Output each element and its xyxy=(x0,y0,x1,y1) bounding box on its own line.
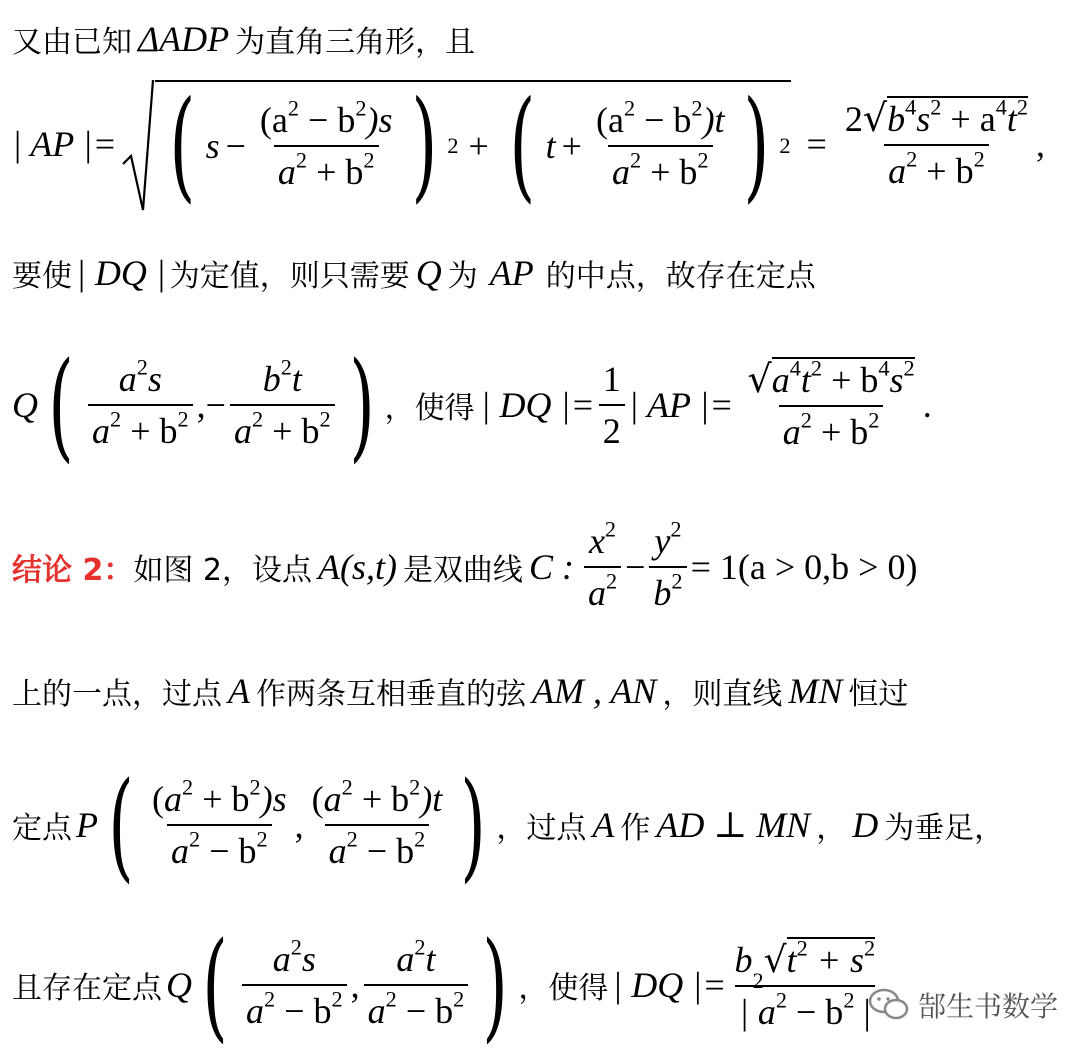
paren-right: ) xyxy=(411,76,437,215)
paren-right: ) xyxy=(743,76,769,215)
fraction: $\frac{a^2s}{a^2 + b^2}$ xyxy=(88,358,193,452)
radical-sign xyxy=(121,76,155,212)
comma: , xyxy=(1036,124,1046,164)
period: . xyxy=(922,385,932,425)
paren-left: ( xyxy=(48,336,74,474)
math-a: A xyxy=(592,805,615,845)
sqrt: ( s − $\frac{(a^2 - b^2)s}{a^2 + b^2}$ ) 2 + ( t + $\frac{(a^2 - b^2)t}{a^2 + b^2}$ ) 2 xyxy=(121,76,791,212)
equals: = xyxy=(806,124,827,164)
paren-right: ) xyxy=(482,916,508,1054)
math-op: − xyxy=(225,126,246,166)
paren-left: ( xyxy=(509,76,536,215)
fraction: $\frac{(a^2 + b^2)s}{a^2 - b^2}$ xyxy=(152,774,287,871)
paren-right: ) xyxy=(460,756,486,894)
text: ，则直线 xyxy=(662,677,783,712)
math-dq: | DQ | xyxy=(76,253,166,293)
fraction-rhs: b 2 √ $t^2 + s^2$ | $a^2 - b^2$ | xyxy=(734,935,876,1032)
fraction-rhs: √ $a^4t^2 + b^4s^2$ $a^2 + b^2$ xyxy=(747,355,915,452)
text: 上的一点，过点 xyxy=(12,677,222,712)
math-q: Q xyxy=(166,965,192,1005)
paren-right: ) xyxy=(348,336,375,474)
line-1 xyxy=(12,14,1068,64)
fraction-y: $\frac{y^2}{b^2}$ xyxy=(649,520,686,614)
math-d: D xyxy=(852,805,879,845)
text: 要使 xyxy=(12,259,72,294)
fraction: $\frac{a^2t}{a^2 - b^2}$ xyxy=(364,938,469,1032)
fraction-x: $\frac{x^2}{a^2}$ xyxy=(584,520,621,614)
math-op: − xyxy=(205,385,226,425)
math-triangle: ΔADP xyxy=(138,19,230,59)
text: 恒过 xyxy=(848,677,909,712)
fraction: $\frac{(a^2 - b^2)s}{a^2 + b^2}$ xyxy=(259,95,393,192)
line-4-q-point xyxy=(12,336,1068,474)
comma: , xyxy=(196,385,206,425)
fraction: $\frac{(a^2 + b^2)t}{a^2 - b^2}$ xyxy=(311,774,443,871)
text: ，使得 xyxy=(518,971,609,1006)
text: 为直角三角形，且 xyxy=(235,25,476,60)
math-p: P xyxy=(76,805,98,845)
math-op: + xyxy=(561,126,582,166)
math-q: Q xyxy=(12,385,38,425)
math-var: s xyxy=(205,126,220,166)
text: 为垂足， xyxy=(884,811,1005,846)
text: 的中点，故存在定点 xyxy=(545,259,816,294)
watermark xyxy=(868,985,1058,1025)
line-7-p-point: 定点 P ( $\frac{(a^2 + b^2)s}{a^2 - b^2}$ , $\frac{(a^2 + b^2)t}{a^2 - b^2}$ ) ，过点 A 作 AD ⊥ MN ， D 为垂足， xyxy=(12,756,1005,894)
fraction-half: $\frac{1}{2}$ xyxy=(599,358,625,452)
line-3 xyxy=(12,246,1068,300)
text: 为 xyxy=(447,259,478,294)
text: ，使得 xyxy=(384,391,475,426)
math-chords: AM , AN xyxy=(532,671,657,711)
math-dq: | DQ |= xyxy=(612,965,727,1005)
conclusion-label: 结论 2： xyxy=(12,553,134,588)
math-perp: AD ⊥ MN xyxy=(656,805,811,845)
line-6 xyxy=(12,664,1068,718)
text: 是双曲线 xyxy=(402,553,523,588)
fraction: $\frac{a^2s}{a^2 - b^2}$ xyxy=(242,938,347,1032)
paren-left: ( xyxy=(169,76,196,215)
watermark-text: 郜生书数学 xyxy=(917,990,1058,1023)
text: 又由已知 xyxy=(12,25,132,60)
math-point-a: A(s,t) xyxy=(317,547,397,587)
math-ap: AP xyxy=(489,253,534,293)
math-op: + xyxy=(468,126,489,166)
paren-left: ( xyxy=(202,916,228,1054)
math-curve: C : xyxy=(528,547,574,587)
math-a: A xyxy=(228,671,250,711)
text: 且存在定点 xyxy=(12,971,162,1006)
math-ap: | AP |= xyxy=(628,385,734,425)
text: ， xyxy=(816,811,847,846)
fraction-rhs: 2 √ $b^4s^2 + a^4t^2$ $a^2 + b^2$ xyxy=(844,94,1029,191)
fraction: $\frac{(a^2 - b^2)t}{a^2 + b^2}$ xyxy=(595,95,725,192)
paren-left: ( xyxy=(108,756,134,894)
text: 定点 xyxy=(12,811,72,846)
line-5-conclusion: 结论 2： 如图 2，设点 A(s,t) 是双曲线 C : $\frac{x^2}{a^2}$ − $\frac{y^2}{b^2}$ = 1(a > 0,b > 0) xyxy=(12,516,918,613)
text: 作 xyxy=(620,811,651,846)
math-condition: = 1(a > 0,b > 0) xyxy=(690,547,918,587)
math-mn: MN xyxy=(788,671,843,711)
text: 如图 2，设点 xyxy=(133,553,312,588)
math-lhs: | AP |= xyxy=(12,124,117,164)
math-q: Q xyxy=(415,253,442,293)
math-var: t xyxy=(545,126,556,166)
math-dq: | DQ |= xyxy=(480,385,595,425)
text: 为定值，则只需要 xyxy=(169,259,410,294)
text: 作两条互相垂直的弦 xyxy=(256,677,526,712)
fraction: $\frac{b^2t}{a^2 + b^2}$ xyxy=(230,358,335,452)
line-2-ap-formula xyxy=(12,74,1068,214)
line-8-q-point: 且存在定点 Q ( $\frac{a^2s}{a^2 - b^2}$ , $\frac{a^2t}{a^2 - b^2}$ ) ，使得 | DQ |= b 2 √ $t^2 + s^2$ | $a^2 - b^2$ | xyxy=(12,920,1068,1050)
wechat-icon xyxy=(868,987,910,1023)
text: ，过点 xyxy=(496,811,587,846)
